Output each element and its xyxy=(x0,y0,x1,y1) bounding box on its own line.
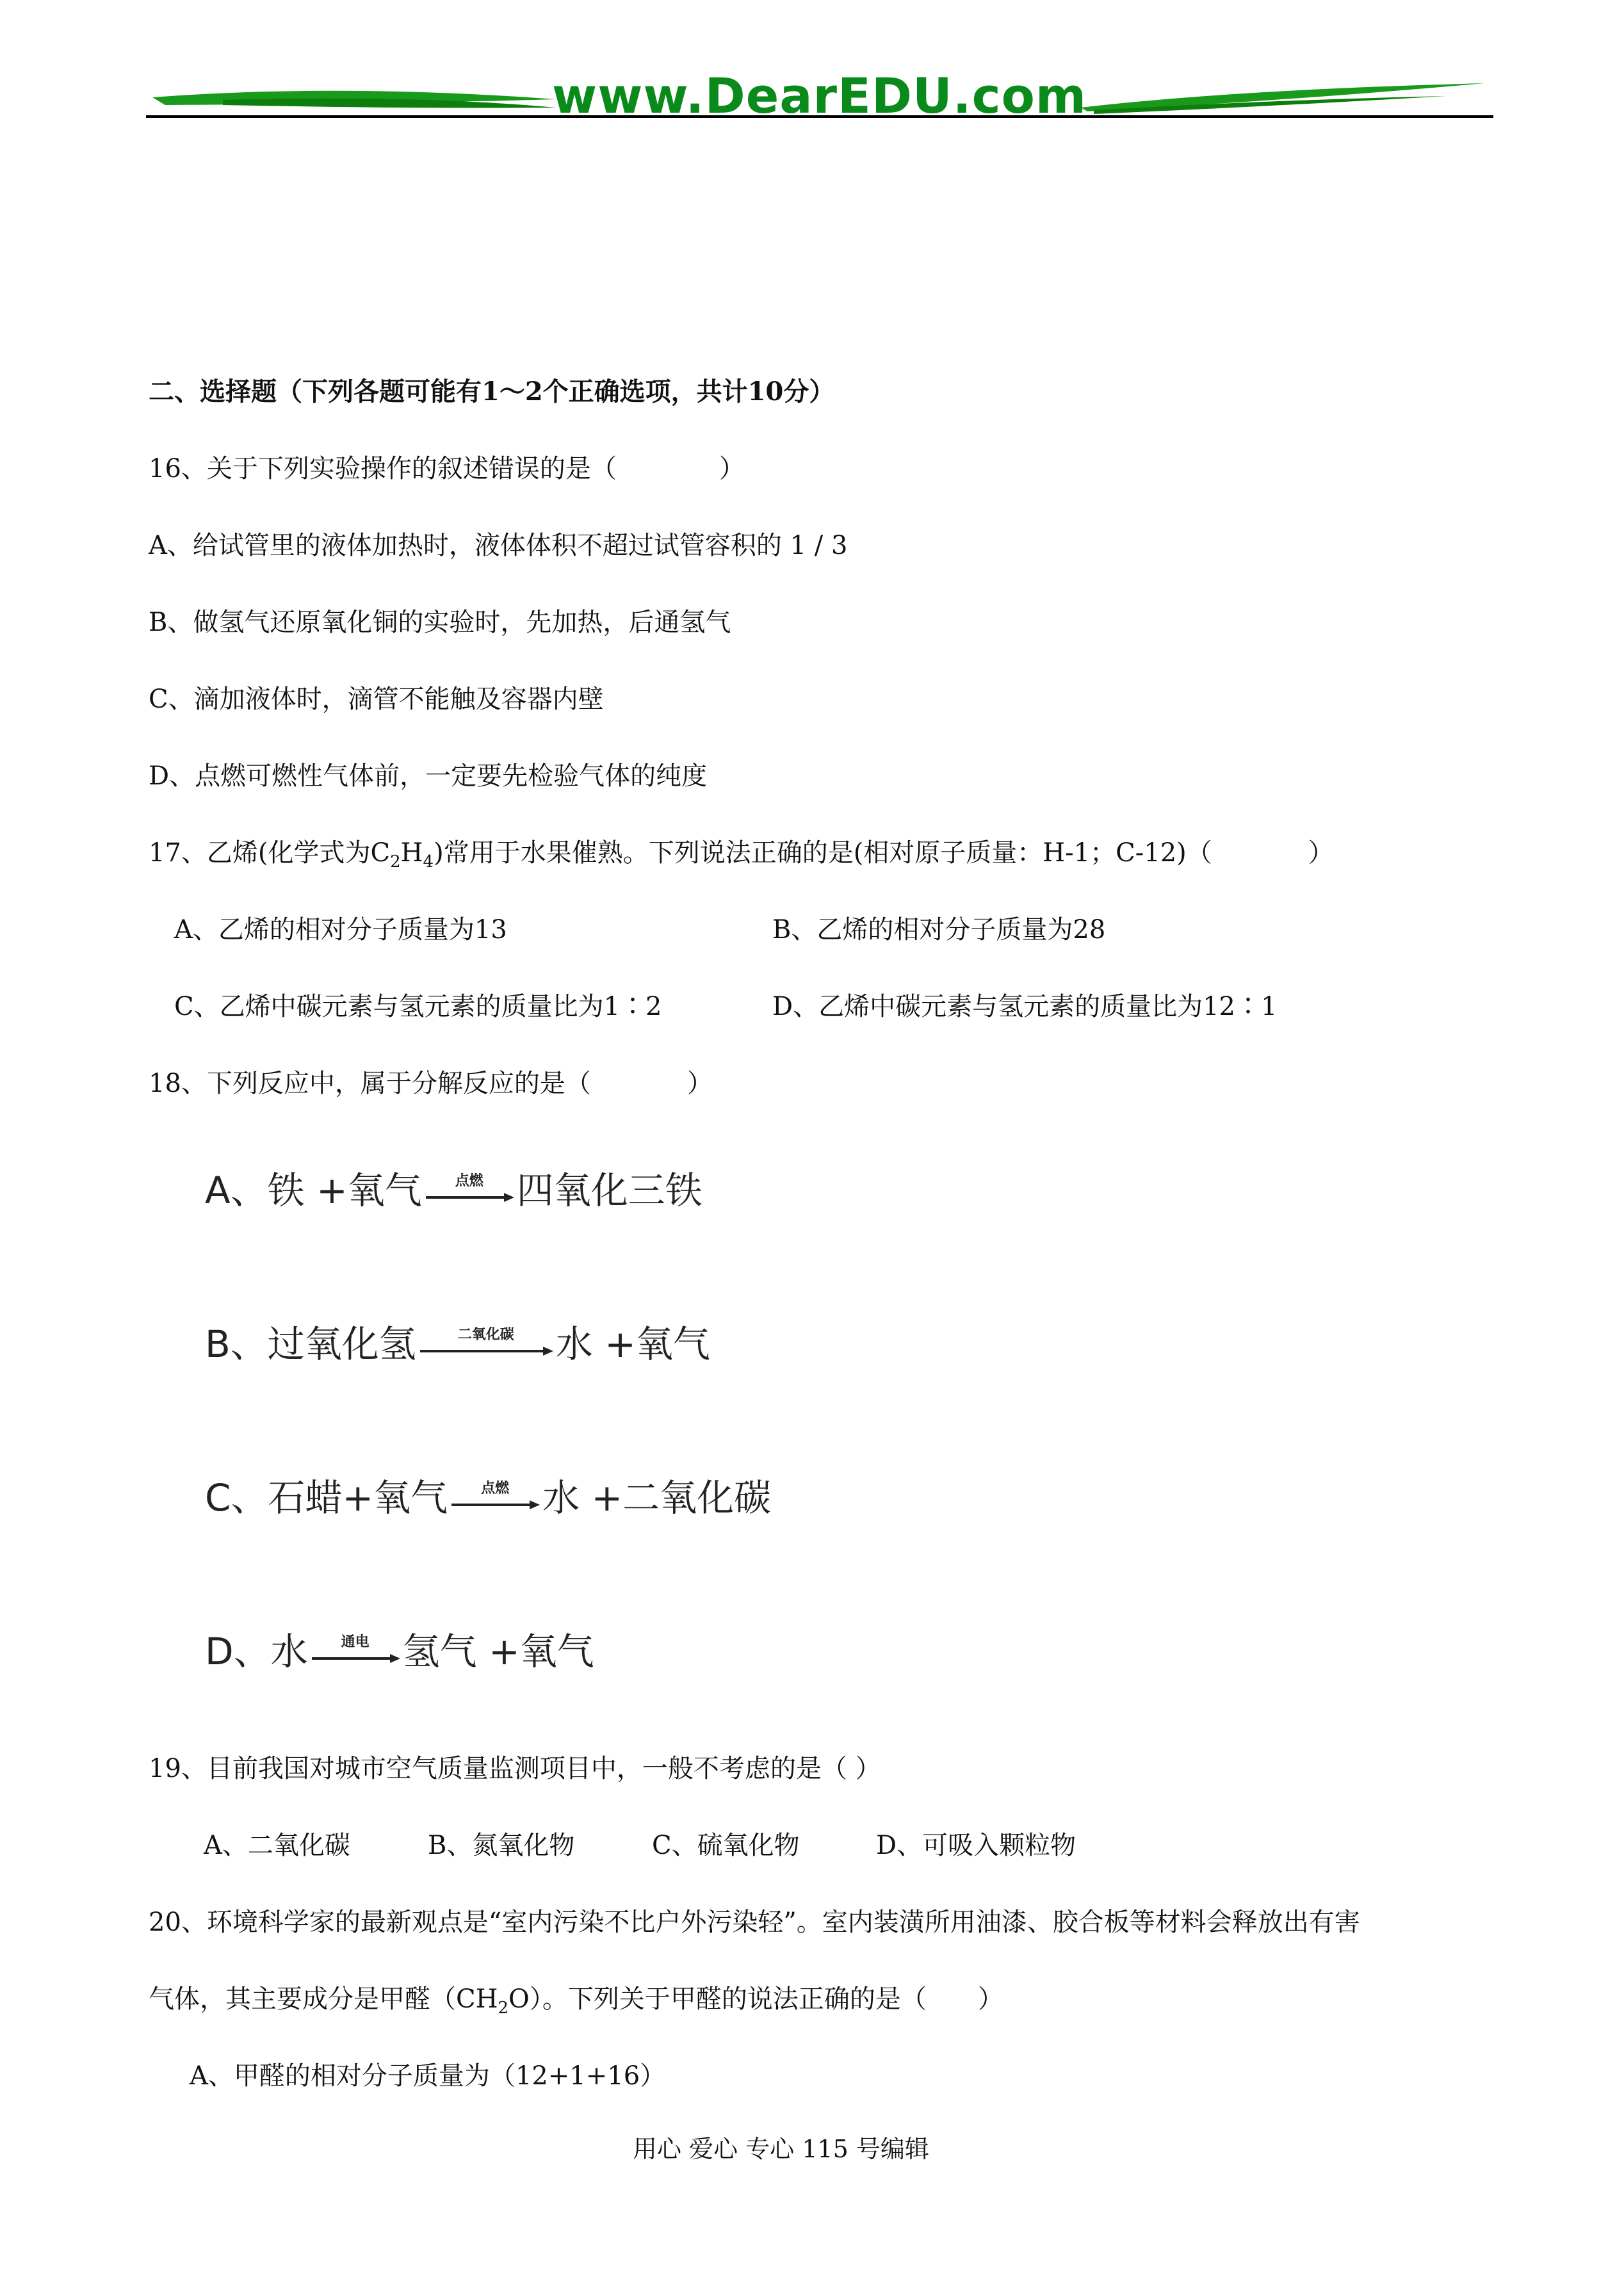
reaction-reactants: C、石蜡+氧气 xyxy=(205,1476,448,1520)
q17-option-a: A、乙烯的相对分子质量为13 xyxy=(174,915,507,945)
page-footer: 用心 爱心 专心 115 号编辑 xyxy=(633,2135,929,2163)
q16-option-d: D、点燃可燃性气体前，一定要先检验气体的纯度 xyxy=(149,761,708,791)
question-20-line-2a: 气体，其主要成分是甲醛（CH xyxy=(149,1984,498,2014)
reaction-products: 四氧化三铁 xyxy=(516,1169,702,1212)
question-18-stem: 18、下列反应中，属于分解反应的是（ xyxy=(149,1069,591,1098)
reaction-equation-d xyxy=(205,1629,594,1674)
reaction-equation-c xyxy=(205,1475,771,1520)
question-16-stem: 16、关于下列实验操作的叙述错误的是（ xyxy=(149,454,617,483)
q19-option-b: B、氮氧化物 xyxy=(428,1831,575,1860)
question-20-line-2b: O）。下列关于甲醛的说法正确的是（ xyxy=(508,1984,927,2014)
q19-option-a: A、二氧化碳 xyxy=(204,1831,350,1860)
reaction-condition: 点燃 xyxy=(481,1480,510,1496)
reaction-equation-b xyxy=(205,1322,710,1366)
reaction-reactants: D、水 xyxy=(205,1630,308,1673)
reaction-products: 氢气 +氧气 xyxy=(402,1630,594,1673)
reaction-arrow xyxy=(311,1629,400,1674)
reaction-reactants: B、过氧化氢 xyxy=(205,1322,416,1366)
question-20-line-2 xyxy=(149,1983,1003,2025)
subscript: 2 xyxy=(390,852,401,872)
question-18-close: ） xyxy=(686,1069,713,1098)
q17-option-c: C、乙烯中碳元素与氢元素的质量比为1∶2 xyxy=(174,992,662,1021)
reaction-products: 水 +二氧化碳 xyxy=(542,1476,772,1520)
subscript: 4 xyxy=(423,852,434,872)
reaction-equation-a xyxy=(205,1168,702,1213)
reaction-condition: 通电 xyxy=(341,1634,369,1650)
q19-option-d: D、可吸入颗粒物 xyxy=(876,1831,1076,1860)
q16-option-c: C、滴加液体时，滴管不能触及容器内壁 xyxy=(149,685,604,714)
question-18 xyxy=(149,1067,713,1100)
question-16-close: ） xyxy=(719,454,745,483)
question-17 xyxy=(149,836,1334,879)
question-20-line-1: 20、环境科学家的最新观点是“室内污染不比户外污染轻”。室内装潢所用油漆、胶合板等材料会释放出有害 xyxy=(149,1908,1360,1937)
section-title: 二、选择题（下列各题可能有1～2个正确选项，共计10分） xyxy=(149,377,835,407)
site-logo-text: www.DearEDU.com xyxy=(552,67,1087,124)
q16-option-b: B、做氢气还原氧化铜的实验时，先加热，后通氢气 xyxy=(149,608,731,637)
q17-option-b: B、乙烯的相对分子质量为28 xyxy=(772,915,1106,945)
question-16 xyxy=(149,452,745,485)
reaction-arrow xyxy=(425,1168,514,1213)
reaction-condition: 点燃 xyxy=(455,1173,483,1189)
arrow-icon xyxy=(450,1498,540,1511)
question-17-stem-b: H xyxy=(400,838,423,868)
question-19: 19、目前我国对城市空气质量监测项目中，一般不考虑的是（ ） xyxy=(149,1754,881,1783)
q17-option-d: D、乙烯中碳元素与氢元素的质量比为12∶1 xyxy=(772,992,1278,1021)
arrow-icon xyxy=(425,1191,514,1204)
reaction-arrow xyxy=(419,1322,553,1366)
reaction-products: 水 +氧气 xyxy=(555,1322,710,1366)
subscript: 2 xyxy=(498,1999,509,2018)
question-17-stem-c: )常用于水果催熟。下列说法正确的是(相对原子质量：H-1；C-12)（ xyxy=(434,838,1212,868)
arrow-icon xyxy=(419,1345,553,1358)
question-20-close: ） xyxy=(977,1984,1003,2014)
reaction-arrow xyxy=(450,1475,540,1520)
q16-option-a: A、给试管里的液体加热时，液体体积不超过试管容积的 1 / 3 xyxy=(149,531,848,560)
question-17-stem-a: 17、乙烯(化学式为C xyxy=(149,838,391,868)
reaction-reactants: A、铁 +氧气 xyxy=(205,1169,422,1212)
arrow-icon xyxy=(311,1652,400,1665)
question-17-close: ） xyxy=(1308,838,1334,868)
q20-option-a: A、甲醛的相对分子质量为（12+1+16） xyxy=(190,2061,666,2091)
q19-option-c: C、硫氧化物 xyxy=(652,1831,800,1860)
reaction-condition: 二氧化碳 xyxy=(457,1327,514,1343)
